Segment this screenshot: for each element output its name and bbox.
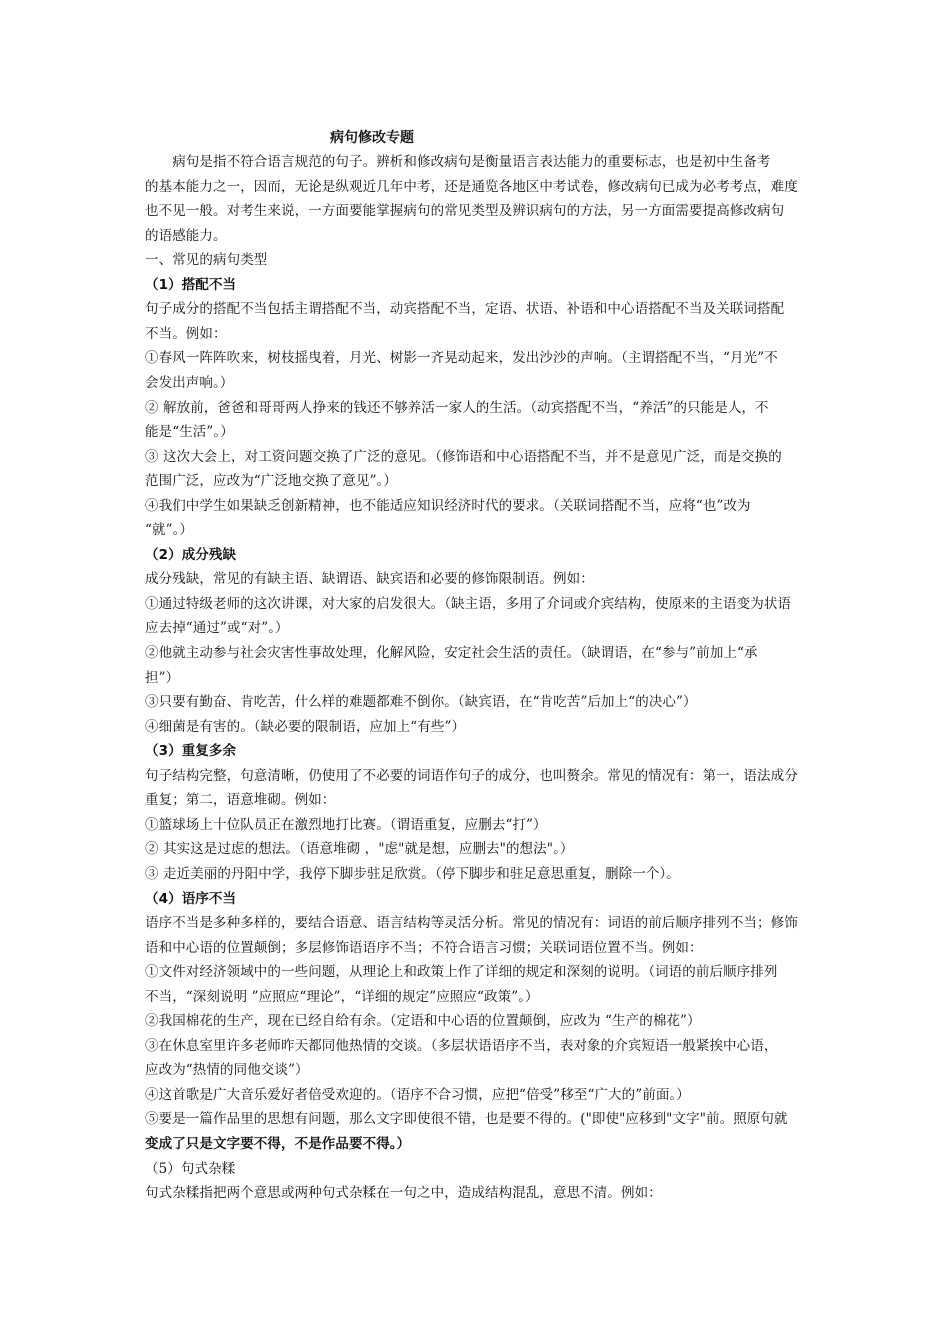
body-text-line: ①文件对经济领域中的一些问题，从理论上和政策上作了详细的规定和深刻的说明。（词语的前后顺序排列 <box>145 964 778 981</box>
body-text-line: 句子成分的搭配不当包括主谓搭配不当，动宾搭配不当，定语、状语、补语和中心语搭配不当及关联词搭配 <box>145 301 785 318</box>
body-text-line: ③在休息室里许多老师昨天都同他热情的交谈。（多层状语语序不当，表对象的介宾短语一般紧挨中心语， <box>145 1037 778 1054</box>
body-text-line: ③ 走近美丽的丹阳中学，我停下脚步驻足欣赏。（停下脚步和驻足意思重复，删除一个）。 <box>145 865 680 882</box>
body-text-line: 会发出声响。） <box>145 374 234 391</box>
section-heading: （3）重复多余 <box>145 743 237 760</box>
document-title: 病句修改专题 <box>330 130 414 146</box>
body-text-line: “就”。） <box>145 522 194 539</box>
body-text-line: 句子结构完整，句意清晰，仍使用了不必要的词语作句子的成分，也叫赘余。常见的情况有：第一，语法成分 <box>145 767 798 784</box>
body-text-line: ② 解放前，爸爸和哥哥两人挣来的钱还不够养活一家人的生活。（动宾搭配不当，“养活”的只能是人，不 <box>145 399 769 416</box>
body-text-line: 重复；第二，语意堆砌。例如： <box>145 792 336 809</box>
body-text-line: 成分残缺，常见的有缺主语、缺谓语、缺宾语和必要的修饰限制语。例如： <box>145 571 594 588</box>
body-text-line: 范围广泛，应改为“广泛地交换了意见”。） <box>145 473 398 490</box>
section-heading: 变成了只是文字要不得，不是作品要不得。） <box>145 1136 411 1152</box>
body-text-line: 的语感能力。 <box>145 227 227 244</box>
body-text-line: 语和中心语的位置颠倒；多层修饰语语序不当；不符合语言习惯；关联词语位置不当。例如： <box>145 939 703 956</box>
body-text-line: ③ 这次大会上，对工资问题交换了广泛的意见。（修饰语和中心语搭配不当，并不是意见广泛，而是交换的 <box>145 448 782 465</box>
body-text-line: ② 其实这是过虑的想法。（语意堆砌 ，"虑"就是想，应删去"的想法"。） <box>145 841 574 858</box>
body-text-line: 能是“生活”。） <box>145 424 234 441</box>
body-text-line: ①通过特级老师的这次讲课，对大家的启发很大。（缺主语，多用了介词或介宾结构，使原来的主语变为状语 <box>145 595 792 612</box>
body-text-line: ②他就主动参与社会灾害性事故处理，化解风险，安定社会生活的责任。（缺谓语，在“参与”前加上“承 <box>145 645 758 661</box>
body-text-line: ④这首歌是广大音乐爱好者倍受欢迎的。（语序不合习惯，应把“倍受”移至“广大的”前面。） <box>145 1086 690 1103</box>
body-text-line: 应去掉“通过”或“对”。） <box>145 620 289 637</box>
body-text-line: ④细菌是有害的。（缺必要的限制语，应加上“有些”） <box>145 718 466 735</box>
body-text-line: 句式杂糅指把两个意思或两种句式杂糅在一句之中，造成结构混乱，意思不清。例如： <box>145 1185 662 1202</box>
section-heading: （2）成分残缺 <box>145 546 237 563</box>
body-text-line: 不当，“深刻说明 ”应照应“理论”，“详细的规定”应照应“政策”。） <box>145 988 539 1005</box>
body-text-line: ④我们中学生如果缺乏创新精神，也不能适应知识经济时代的要求。（关联词搭配不当，应将“也”改为 <box>145 497 751 514</box>
section-heading: （4）语序不当 <box>145 890 237 907</box>
body-text-line: （5）句式杂糅 <box>145 1160 236 1177</box>
body-text-line: 语序不当是多种多样的，要结合语意、语言结构等灵活分析。常见的情况有：词语的前后顺序排列不当；修饰 <box>145 915 798 932</box>
body-text-line: ②我国棉花的生产，现在已经自给有余。（定语和中心语的位置颠倒，应改为 “生产的棉花”） <box>145 1013 701 1030</box>
body-text-line: 也不见一般。对考生来说，一方面要能掌握病句的常见类型及辨识病句的方法，另一方面需要提高修改病句 <box>145 203 785 220</box>
body-text-line: 的基本能力之一，因而，无论是纵观近几年中考，还是通览各地区中考试卷，修改病句已成为必考考点，难度 <box>145 178 798 195</box>
body-text-line: ⑤要是一篇作品里的思想有问题，那么文字即使很不错，也是要不得的。("即使"应移到"文字"前。照原句就 <box>145 1111 788 1128</box>
section-heading: 一、常见的病句类型 <box>145 252 268 269</box>
body-text-line: 担”） <box>145 669 180 686</box>
body-text-line: ①篮球场上十位队员正在激烈地打比赛。（谓语重复，应删去“打”） <box>145 816 547 833</box>
body-text-line: ③只要有勤奋、肯吃苦，什么样的难题都难不倒你。（缺宾语，在“肯吃苦”后加上“的决心”） <box>145 694 697 711</box>
body-text-line: 病句是指不符合语言规范的句子。辨析和修改病句是衡量语言表达能力的重要标志，也是初中生备考 <box>145 154 771 170</box>
body-text-line: ①春风一阵阵吹来，树枝摇曳着，月光、树影一齐晃动起来，发出沙沙的声响。（主谓搭配不当，“月光”不 <box>145 350 778 367</box>
section-heading: （1）搭配不当 <box>145 276 237 293</box>
body-text-line: 应改为“热情的同他交谈”） <box>145 1062 309 1079</box>
body-text-line: 不当。例如： <box>145 325 227 342</box>
